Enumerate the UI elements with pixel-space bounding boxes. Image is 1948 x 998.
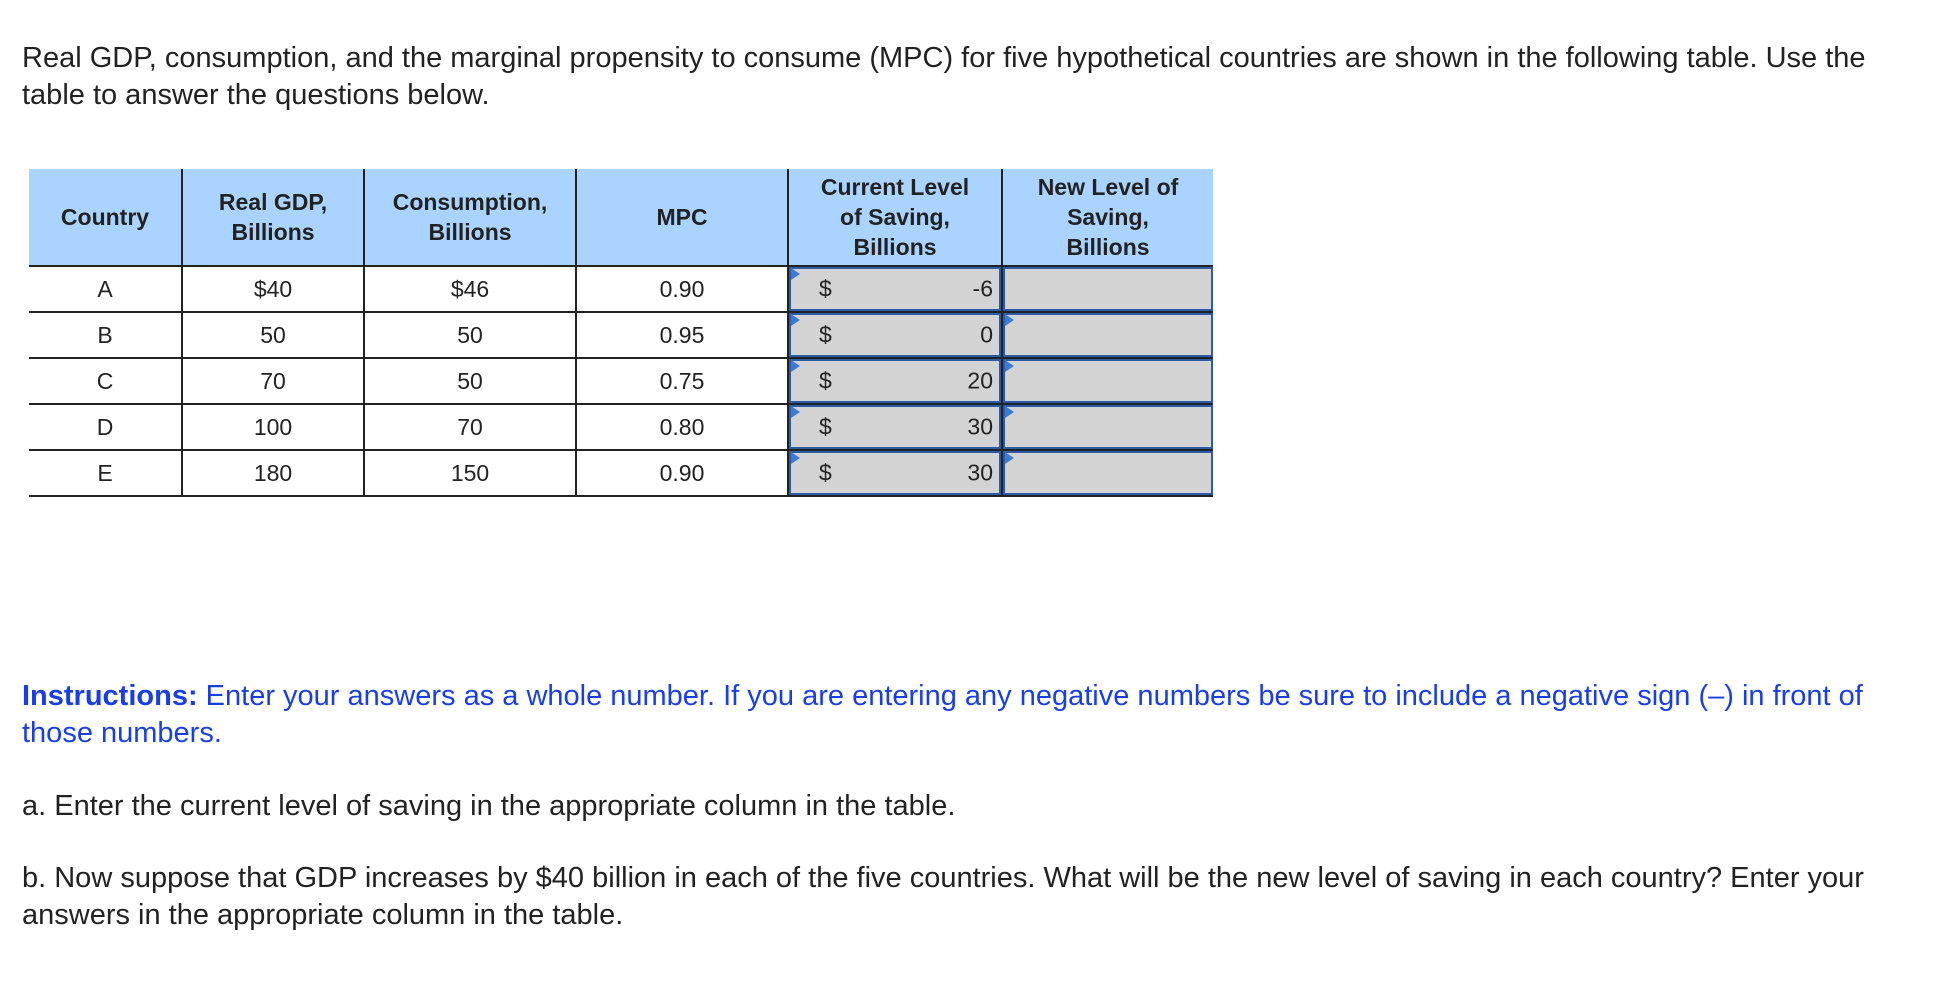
cell-mpc: 0.75 xyxy=(576,358,788,404)
new-saving-input[interactable] xyxy=(1002,450,1213,496)
cell-gdp: 100 xyxy=(182,404,364,450)
instructions-body: Enter your answers as a whole number. If you are entering any negative numbers be sure to include a negative sign (–) in front of those numbers. xyxy=(22,680,1863,749)
question-b: b. Now suppose that GDP increases by $40 billion in each of the five countries. What will be the new level of saving in each country? Enter your answers in the appropriate column in the table. xyxy=(22,862,1864,931)
header-cur-line3: Billions xyxy=(853,234,937,260)
new-saving-input[interactable] xyxy=(1002,404,1213,450)
current-saving-value: 20 xyxy=(967,367,993,394)
cell-mpc: 0.90 xyxy=(576,266,788,312)
current-saving-input[interactable] xyxy=(788,450,1002,496)
current-saving-input[interactable] xyxy=(788,358,1002,404)
cell-country: E xyxy=(29,450,182,496)
input-marker-icon xyxy=(791,406,800,418)
current-saving-value: 30 xyxy=(967,459,993,486)
header-current-saving xyxy=(788,169,1002,266)
header-cons-line1: Consumption, xyxy=(392,189,548,215)
input-marker-icon xyxy=(1005,406,1014,418)
current-saving-input[interactable] xyxy=(788,404,1002,450)
cell-consumption: $46 xyxy=(364,266,576,312)
header-new-saving xyxy=(1002,169,1213,266)
header-mpc-label: MPC xyxy=(656,204,708,230)
cell-mpc: 0.90 xyxy=(576,450,788,496)
cell-mpc: 0.80 xyxy=(576,404,788,450)
header-consumption xyxy=(364,169,576,266)
header-gdp-line1: Real GDP, xyxy=(218,189,328,215)
table-row xyxy=(29,266,1213,312)
cell-country: C xyxy=(29,358,182,404)
header-new-line1: New Level of xyxy=(1037,174,1179,200)
input-marker-icon xyxy=(1005,452,1014,464)
cell-consumption: 50 xyxy=(364,312,576,358)
current-saving-value: -6 xyxy=(972,275,993,302)
new-saving-input[interactable] xyxy=(1002,266,1213,312)
new-saving-input[interactable] xyxy=(1002,358,1213,404)
header-cons-line2: Billions xyxy=(428,219,512,245)
dollar-sign: $ xyxy=(819,367,832,394)
cell-consumption: 150 xyxy=(364,450,576,496)
cell-gdp: $40 xyxy=(182,266,364,312)
dollar-sign: $ xyxy=(819,275,832,302)
cell-gdp: 70 xyxy=(182,358,364,404)
current-saving-value: 30 xyxy=(967,413,993,440)
header-country xyxy=(29,169,182,266)
header-cur-line2: of Saving, xyxy=(840,204,950,230)
cell-gdp: 50 xyxy=(182,312,364,358)
cell-consumption: 50 xyxy=(364,358,576,404)
header-country-label: Country xyxy=(60,204,150,230)
input-marker-icon xyxy=(791,360,800,372)
question-a: a. Enter the current level of saving in the appropriate column in the table. xyxy=(22,790,956,822)
cell-country: D xyxy=(29,404,182,450)
input-marker-icon xyxy=(791,452,800,464)
input-marker-icon xyxy=(791,268,800,280)
instructions-label: Instructions: xyxy=(22,680,198,712)
instructions-text xyxy=(22,678,1932,752)
header-new-line2: Saving, xyxy=(1067,204,1149,230)
header-real-gdp xyxy=(182,169,364,266)
header-cur-line1: Current Level xyxy=(820,174,970,200)
economics-table xyxy=(29,169,1213,497)
intro-text: Real GDP, consumption, and the marginal propensity to consume (MPC) for five hypothetical countries are shown in the following table. Use the table to answer the questions below. xyxy=(22,42,1866,111)
table-row xyxy=(29,358,1213,404)
table-header-row xyxy=(29,169,1213,266)
input-marker-icon xyxy=(791,314,800,326)
new-saving-input[interactable] xyxy=(1002,312,1213,358)
current-saving-input[interactable] xyxy=(788,266,1002,312)
dollar-sign: $ xyxy=(819,413,832,440)
table-row xyxy=(29,404,1213,450)
header-gdp-line2: Billions xyxy=(231,219,315,245)
current-saving-input[interactable] xyxy=(788,312,1002,358)
cell-country: B xyxy=(29,312,182,358)
input-marker-icon xyxy=(1005,314,1014,326)
header-mpc xyxy=(576,169,788,266)
table-row xyxy=(29,450,1213,496)
dollar-sign: $ xyxy=(819,321,832,348)
dollar-sign: $ xyxy=(819,459,832,486)
input-marker-icon xyxy=(1005,360,1014,372)
header-new-line3: Billions xyxy=(1066,234,1150,260)
cell-gdp: 180 xyxy=(182,450,364,496)
cell-mpc: 0.95 xyxy=(576,312,788,358)
cell-country: A xyxy=(29,266,182,312)
current-saving-value: 0 xyxy=(980,321,993,348)
table-row xyxy=(29,312,1213,358)
cell-consumption: 70 xyxy=(364,404,576,450)
